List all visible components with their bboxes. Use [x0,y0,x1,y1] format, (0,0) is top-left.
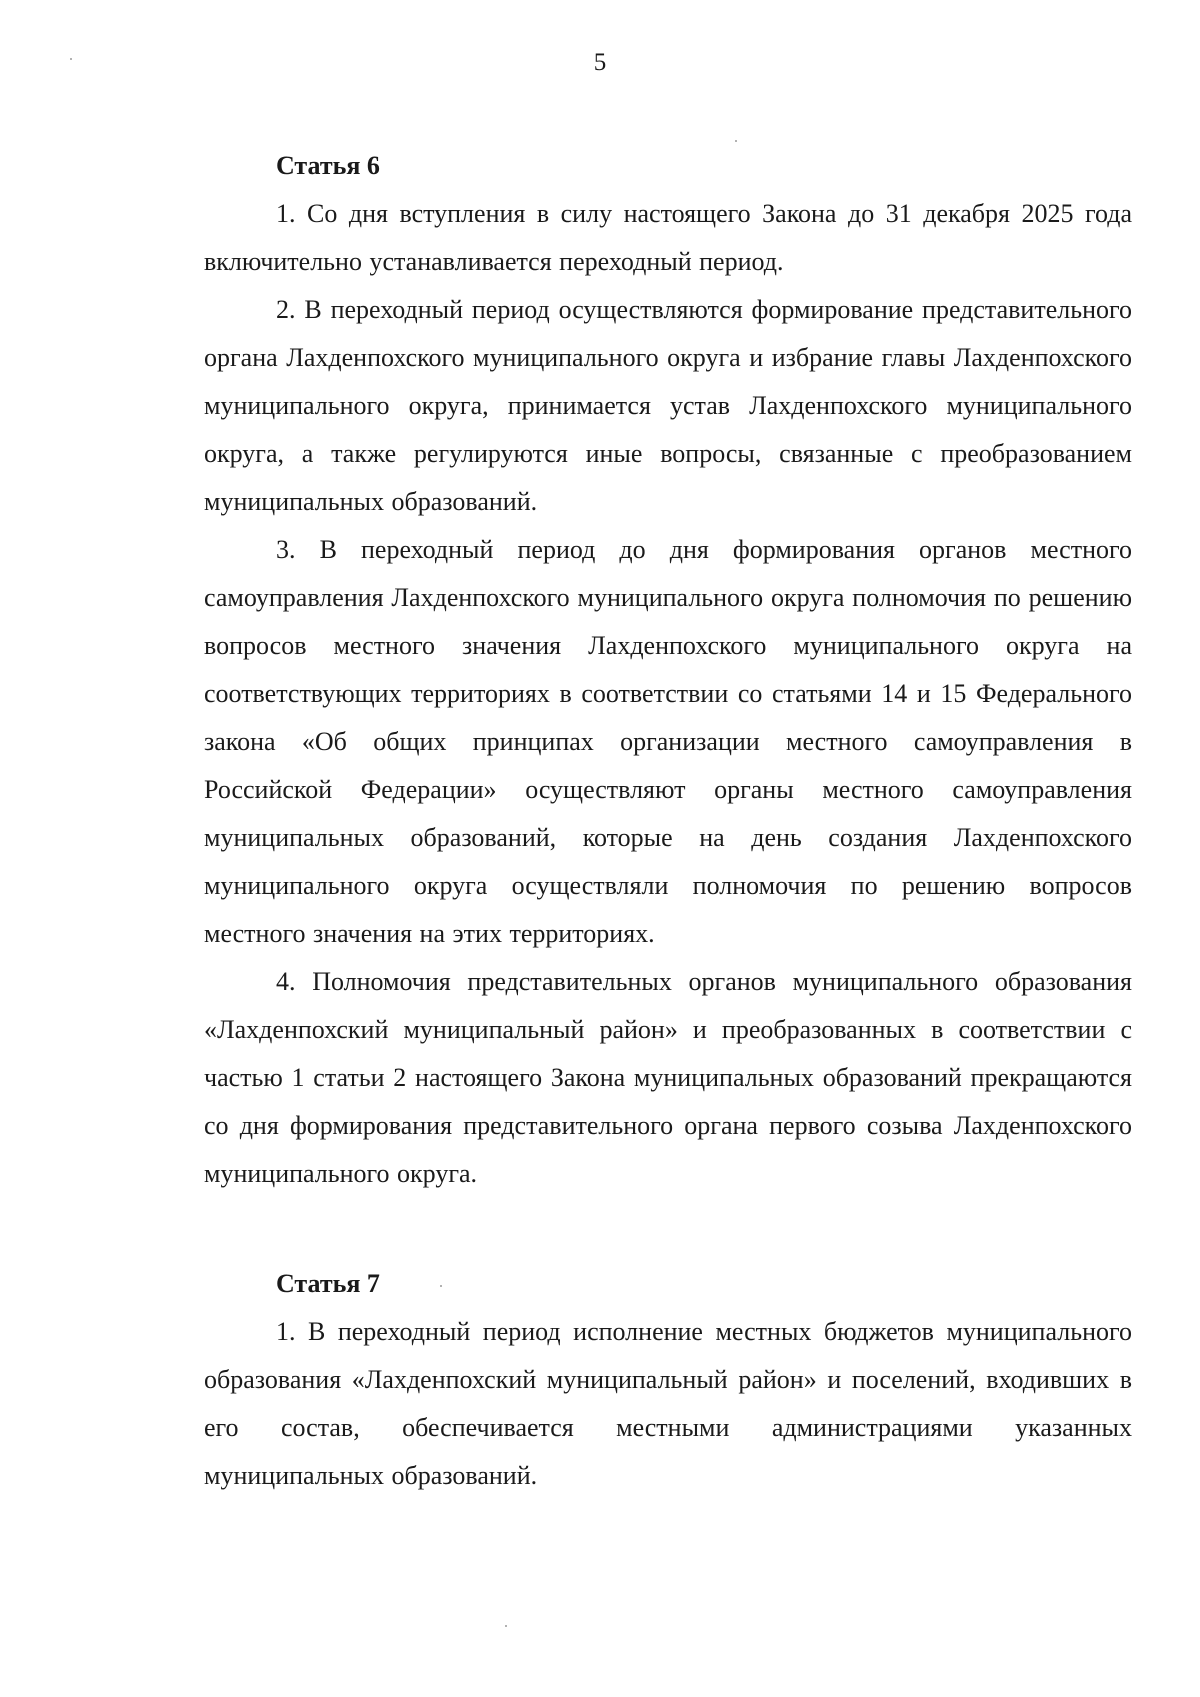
page-number: 5 [593,49,607,76]
scan-speck [440,1285,442,1287]
article-7 [204,1260,1132,1500]
article-heading: Статья 6 [276,151,380,180]
scan-speck [505,1625,507,1627]
article-paragraph: 4. Полномочия представительных органов муниципального образования «Лахденпохский муниципальный район» и преобразованных в соответствии с частью 1 статьи 2 настоящего Закона муниципальных образований прекращаются со дня формирования представительного органа первого созыва Лахденпохского муниципального округа. [204,967,1132,1188]
scan-speck [735,140,737,142]
scan-speck [70,58,72,60]
article-paragraph: 3. В переходный период до дня формирования органов местного самоуправления Лахденпохского муниципального округа полномочия по решению вопросов местного значения Лахденпохского муниципального округа на соответствующих территориях в соответствии со статьями 14 и 15 Федерального закона «Об общих принципах организации местного самоуправления в Российской Федерации» осуществляют органы местного самоуправления муниципальных образований, которые на день создания Лахденпохского муниципального округа осуществляли полномочия по решению вопросов местного значения на этих территориях. [204,535,1132,948]
article-paragraph: 1. Со дня вступления в силу настоящего Закона до 31 декабря 2025 года включительно устанавливается переходный период. [204,199,1132,276]
article-6 [204,142,1132,1198]
article-paragraph: 2. В переходный период осуществляются формирование представительного органа Лахденпохского муниципального округа и избрание главы Лахденпохского муниципального округа, принимается устав Лахденпохского муниципального округа, а также регулируются иные вопросы, связанные с преобразованием муниципальных образований. [204,295,1132,516]
article-paragraph: 1. В переходный период исполнение местных бюджетов муниципального образования «Лахденпохский муниципальный район» и поселений, входивших в его состав, обеспечивается местными администрациями указанных муниципальных образований. [204,1317,1132,1490]
article-heading: Статья 7 [276,1269,380,1298]
